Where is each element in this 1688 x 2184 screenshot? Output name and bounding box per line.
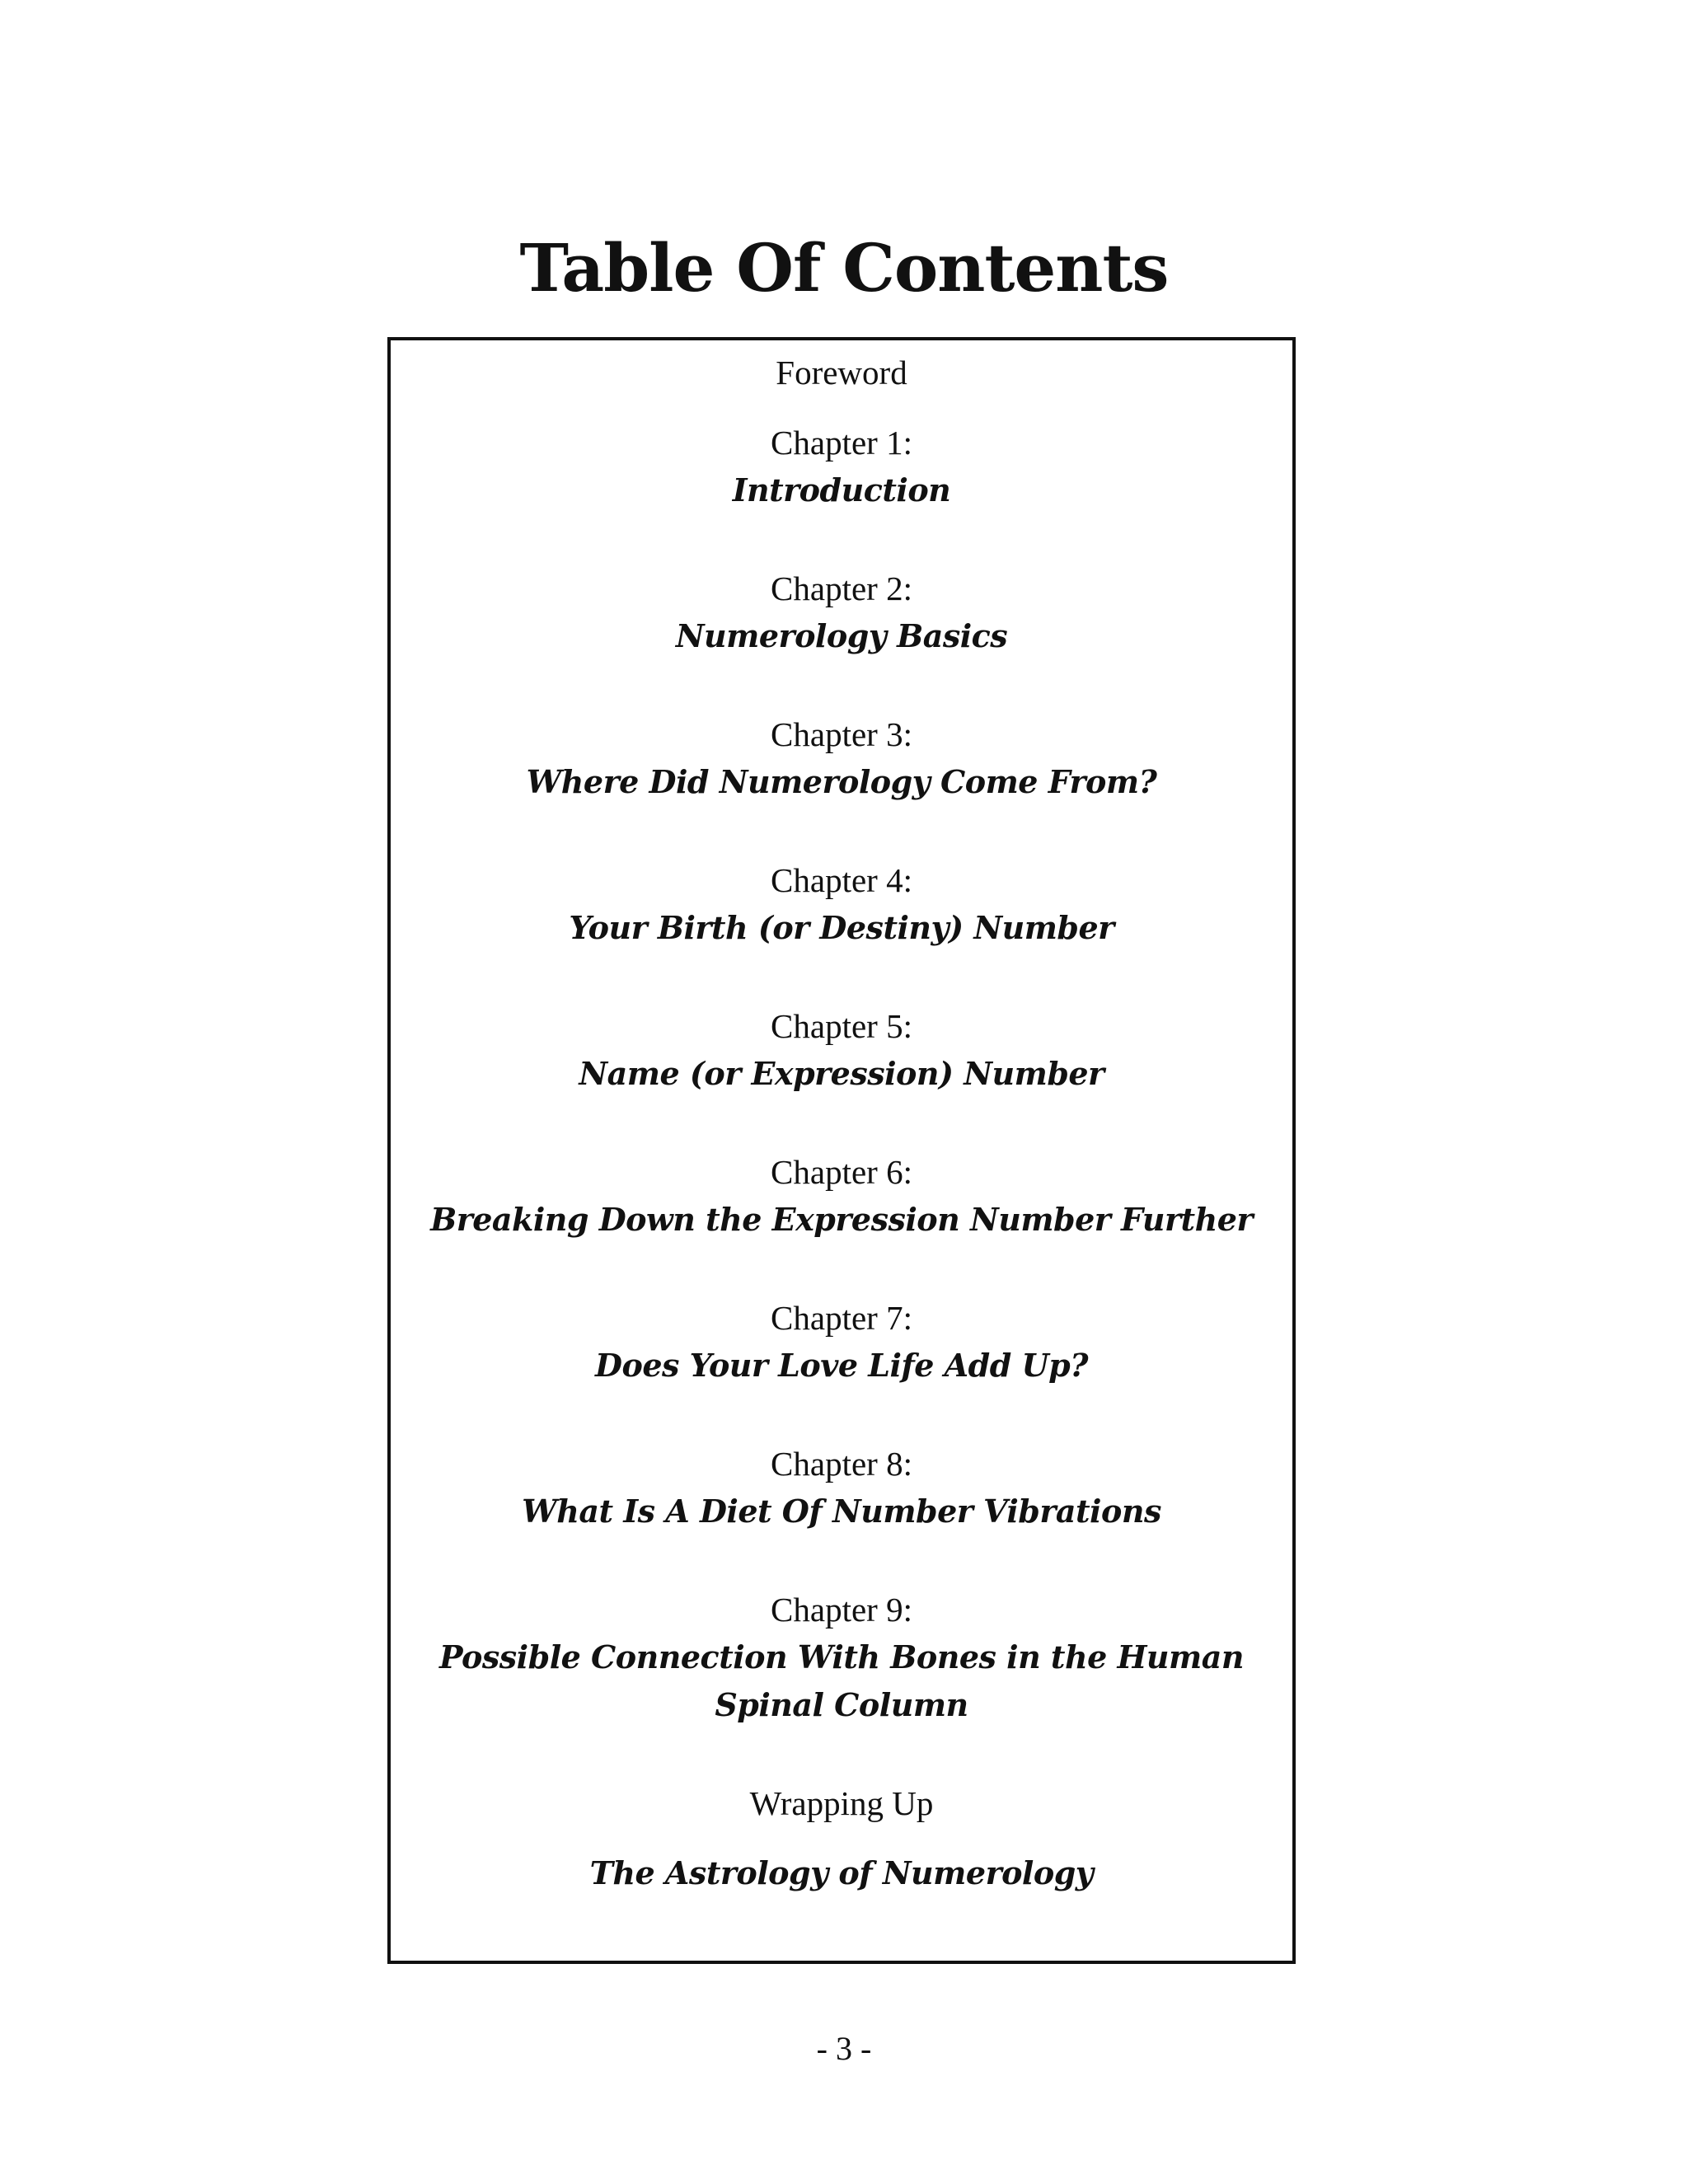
toc-chapter-6-title[interactable]: Breaking Down the Expression Number Further — [430, 1201, 1253, 1238]
toc-chapter-9-label: Chapter 9: — [771, 1591, 912, 1629]
page-number: - 3 - — [816, 2030, 872, 2067]
toc-chapter-2-title[interactable]: Numerology Basics — [675, 617, 1008, 654]
table-of-contents-box — [387, 337, 1296, 1964]
toc-chapter-4-label: Chapter 4: — [771, 861, 912, 899]
toc-chapter-1-title[interactable]: Introduction — [732, 471, 951, 509]
toc-chapter-7-title[interactable]: Does Your Love Life Add Up? — [595, 1347, 1088, 1384]
toc-chapter-3-title[interactable]: Where Did Numerology Come From? — [526, 763, 1157, 800]
toc-chapter-8-label: Chapter 8: — [771, 1445, 912, 1483]
toc-chapter-5-title[interactable]: Name (or Expression) Number — [579, 1055, 1104, 1092]
toc-foreword[interactable]: Foreword — [776, 354, 907, 391]
toc-chapter-6-label: Chapter 6: — [771, 1153, 912, 1191]
toc-chapter-8-title[interactable]: What Is A Diet Of Number Vibrations — [522, 1493, 1161, 1530]
toc-chapter-2-label: Chapter 2: — [771, 569, 912, 607]
toc-chapter-3-label: Chapter 3: — [771, 715, 912, 753]
page-title: Table Of Contents — [519, 229, 1169, 307]
toc-chapter-5-label: Chapter 5: — [771, 1007, 912, 1045]
toc-chapter-4-title[interactable]: Your Birth (or Destiny) Number — [569, 909, 1114, 946]
toc-chapter-1-label: Chapter 1: — [771, 424, 912, 462]
toc-final-title[interactable]: The Astrology of Numerology — [589, 1854, 1094, 1891]
toc-chapter-9-title-line-2[interactable]: Spinal Column — [715, 1686, 968, 1723]
toc-chapter-7-label: Chapter 7: — [771, 1299, 912, 1337]
toc-wrapping-up[interactable]: Wrapping Up — [749, 1784, 934, 1822]
toc-chapter-9-title-line-1[interactable]: Possible Connection With Bones in the Human — [439, 1638, 1244, 1675]
